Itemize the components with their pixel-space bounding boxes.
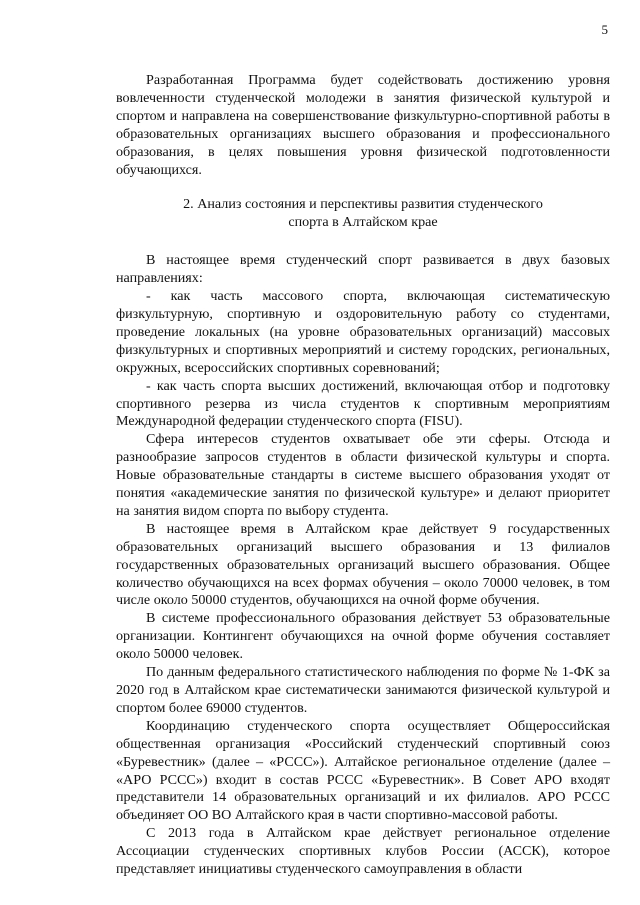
section-heading-line-1: 2. Анализ состояния и перспективы развития студенческого: [183, 196, 543, 213]
section-heading-line-2: спорта в Алтайском крае: [288, 214, 438, 231]
paragraph: Координацию студенческого спорта осуществляет Общероссийская общественная организация «Российский студенческий спортивный союз «Буревестник» (далее – «РССС»). Алтайское региональное отделение (далее – «АРО РССС») входит в состав РССС «Буревестник». В Совет АРО входят представители 14 образовательных организаций и их филиалов. АРО РССС объединяет ОО ВО Алтайского края в части спортивно-массовой работы.: [116, 717, 610, 824]
section-heading: [116, 196, 610, 232]
list-item: - как часть спорта высших достижений, включающая отбор и подготовку спортивного резерва из числа студентов к спортивным мероприятиям Международной федерации студенческого спорта (FISU).: [116, 377, 610, 430]
paragraph: В настоящее время студенческий спорт развивается в двух базовых направлениях:: [116, 252, 610, 287]
paragraph: Сфера интересов студентов охватывает обе эти сферы. Отсюда и разнообразие запросов студентов в области физической культуры и спорта. Новые образовательные стандарты в системе высшего образования уходят от понятия «академические занятия по физической культуре» и делают приоритет на занятия видом спорта по выбору студента.: [116, 431, 610, 519]
paragraph: По данным федерального статистического наблюдения по форме № 1-ФК за 2020 год в Алтайском крае систематически занимаются физической культурой и спортом более 69000 студентов.: [116, 664, 610, 716]
paragraph-intro: Разработанная Программа будет содействовать достижению уровня вовлеченности студенческой молодежи в занятия физической культурой и спортом и направлена на совершенствование физкультурно-спортивной работы в образовательных организациях высшего образования и профессионального образования, в целях повышения уровня физической подготовленности обучающихся.: [116, 72, 610, 178]
paragraph: С 2013 года в Алтайском крае действует региональное отделение Ассоциации студенческих спортивных клубов России (АССК), которое представляет инициативы студенческого самоуправления в области: [116, 825, 610, 878]
document-body: [116, 72, 610, 879]
list-item: - как часть массового спорта, включающая систематическую физкультурную, спортивную и оздоровительную работу со студентами, проведение локальных (на уровне образовательных организаций) массовых физкультурных и спортивных мероприятий и систему городских, региональных, окружных, всероссийских спортивных соревнований;: [116, 288, 610, 376]
paragraph: В настоящее время в Алтайском крае действует 9 государственных образовательных организаций высшего образования и 13 филиалов государственных образовательных организаций высшего образования. Общее количество обучающихся на всех формах обучения – около 70000 человек, в том числе около 50000 студентов, обучающихся на очной форме обучения.: [116, 520, 610, 609]
page-number: 5: [601, 22, 608, 37]
paragraph: В системе профессионального образования действует 53 образовательные организации. Контингент обучающихся на очной форме обучения составляет около 50000 человек.: [116, 610, 610, 663]
